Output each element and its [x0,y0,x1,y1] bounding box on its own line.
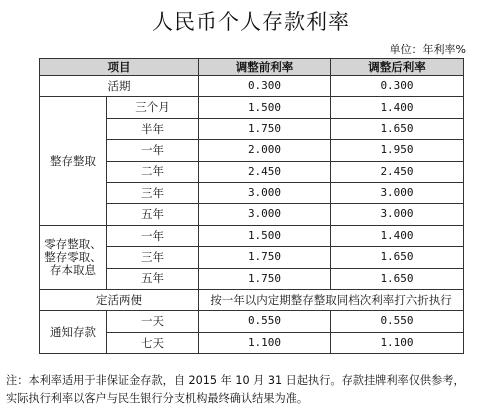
rate-before: 1.750 [199,247,331,268]
term-label: 一天 [107,311,199,332]
rate-before: 1.100 [199,332,331,353]
footnote-line: 实际执行利率以客户与民生银行分支机构最终确认结果为准。 [6,392,309,405]
term-label: 五年 [107,204,199,225]
rate-before: 0.300 [199,76,331,97]
page-title: 人民币个人存款利率 [152,10,350,34]
rate-before: 0.550 [199,311,331,332]
header-before: 调整前利率 [199,59,331,76]
rate-after: 1.400 [331,225,464,246]
rate-before: 1.750 [199,118,331,139]
term-label: 半年 [107,118,199,139]
rate-before: 3.000 [199,182,331,203]
rate-before: 1.500 [199,97,331,118]
table-row [40,311,464,332]
rate-before: 3.000 [199,204,331,225]
interest-rate-table [39,58,464,354]
row-label-fixed-demand: 定活两便 [40,289,199,310]
group-label-notice: 通知存款 [40,311,107,354]
rate-after: 0.550 [331,311,464,332]
footnote-line: 注：本利率适用于非保证金存款，自 2015 年 10 月 31 日起执行。存款挂牌利率仅供参考， [6,374,465,387]
group-label-installment [40,225,107,289]
row-label-demand: 活期 [40,76,199,97]
rate-after: 1.650 [331,268,464,289]
table-row [40,97,464,118]
fixed-demand-rule: 按一年以内定期整存整取同档次利率打六折执行 [199,289,464,310]
group-label-line: 存本取息 [50,262,96,277]
term-label: 三个月 [107,97,199,118]
header-item: 项目 [40,59,199,76]
header-after: 调整后利率 [331,59,464,76]
term-label: 三年 [107,247,199,268]
table-row [40,289,464,310]
rate-after: 1.650 [331,247,464,268]
term-label: 一年 [107,140,199,161]
rate-after: 3.000 [331,182,464,203]
table-row [40,76,464,97]
table-header-row [40,59,464,76]
term-label: 五年 [107,268,199,289]
rate-after: 1.950 [331,140,464,161]
footnote [6,372,500,408]
table-row [40,225,464,246]
rate-before: 2.450 [199,161,331,182]
group-label-line: 零存整取、 [44,237,102,252]
term-label: 三年 [107,182,199,203]
unit-label: 单位：年利率% [389,43,466,56]
rate-after: 1.650 [331,118,464,139]
rate-after: 0.300 [331,76,464,97]
term-label: 二年 [107,161,199,182]
rate-before: 1.750 [199,268,331,289]
group-label-line: 整存零取、 [44,250,102,264]
rate-after: 3.000 [331,204,464,225]
group-label-lump-sum: 整存整取 [40,97,107,225]
rate-after: 2.450 [331,161,464,182]
term-label: 一年 [107,225,199,246]
term-label: 七天 [107,332,199,353]
rate-after: 1.400 [331,97,464,118]
rate-before: 2.000 [199,140,331,161]
rate-before: 1.500 [199,225,331,246]
rate-after: 1.100 [331,332,464,353]
